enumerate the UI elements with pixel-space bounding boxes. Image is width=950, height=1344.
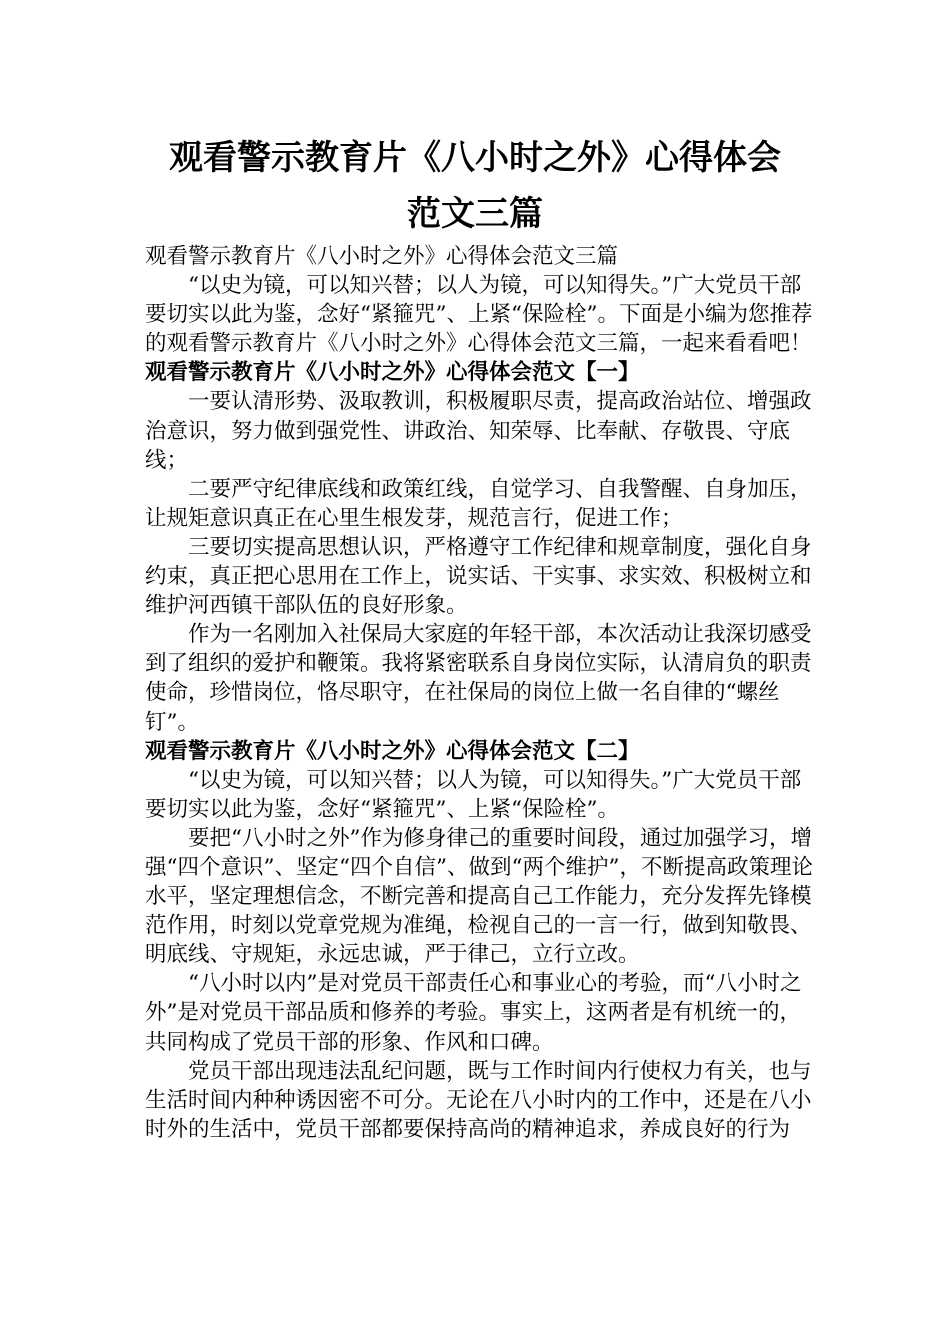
body-paragraph: “八小时以内”是对党员干部责任心和事业心的考验，而“八小时之外”是对党员干部品质和修养的考验。事实上，这两者是有机统一的，共同构成了党员干部的形象、作风和口碑。 [145,971,802,1055]
body-paragraph: 一要认清形势、汲取教训，积极履职尽责，提高政治站位、增强政治意识，努力做到强党性、讲政治、知荣辱、比奉献、存敬畏、守底线； [145,389,812,473]
body-paragraph: 要把“八小时之外”作为修身律己的重要时间段，通过加强学习，增强“四个意识”、坚定“四个自信”、做到“两个维护”，不断提高政策理论水平，坚定理想信念，不断完善和提高自己工作能力，充分发挥先锋模范作用，时刻以党章党规为准绳，检视自己的一言一行，做到知敬畏、明底线、守规矩，永远忠诚，严于律己，立行立改。 [145,825,813,968]
section-heading-1: 观看警示教育片《八小时之外》心得体会范文【一】 [145,360,640,386]
body-paragraph: 作为一名刚加入社保局大家庭的年轻干部，本次活动让我深切感受到了组织的爱护和鞭策。我将紧密联系自身岗位实际，认清肩负的职责使命，珍惜岗位，恪尽职守，在社保局的岗位上做一名自律的“螺丝钉”。 [145,622,812,735]
document-title-line-1: 观看警示教育片《八小时之外》心得体会 [169,138,781,178]
intro-paragraph: “以史为镜，可以知兴替；以人为镜，可以知得失。”广大党员干部要切实以此为鉴，念好“紧箍咒”、上紧“保险栓”。下面是小编为您推荐的观看警示教育片《八小时之外》心得体会范文三篇，一起来看看吧！ [145,273,813,357]
body-paragraph: “以史为镜，可以知兴替；以人为镜，可以知得失。”广大党员干部要切实以此为鉴，念好“紧箍咒”、上紧“保险栓”。 [145,767,802,822]
document-title-line-2: 范文三篇 [407,194,543,234]
body-paragraph: 党员干部出现违法乱纪问题，既与工作时间内行使权力有关，也与生活时间内种种诱因密不可分。无论在八小时内的工作中，还是在八小时外的生活中，党员干部都要保持高尚的精神追求，养成良好的行为 [145,1058,812,1142]
body-paragraph: 二要严守纪律底线和政策红线，自觉学习、自我警醒、自身加压，让规矩意识真正在心里生根发芽，规范言行，促进工作； [145,476,812,531]
section-heading-2: 观看警示教育片《八小时之外》心得体会范文【二】 [145,738,640,764]
document-body [145,242,817,1144]
subtitle-paragraph: 观看警示教育片《八小时之外》心得体会范文三篇 [145,244,619,269]
body-paragraph: 三要切实提高思想认识，严格遵守工作纪律和规章制度，强化自身约束，真正把心思用在工作上，说实话、干实事、求实效、积极树立和维护河西镇干部队伍的良好形象。 [145,534,812,619]
